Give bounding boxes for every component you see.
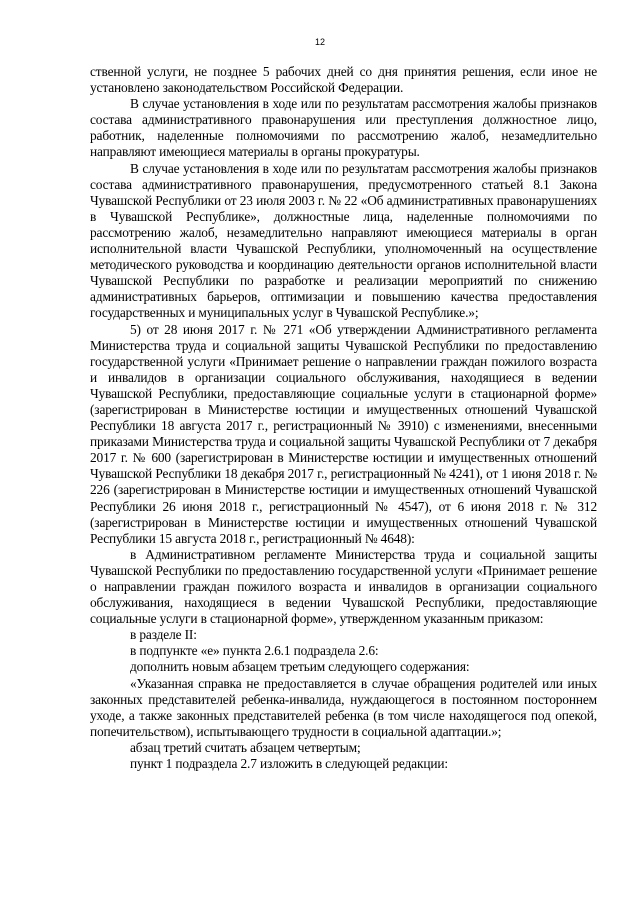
paragraph-certificate-quote: «Указанная справка не предоставляется в случае обращения родителей или иных законных представителей ребенка-инвалида, нуждающегося в постоянном постороннем уходе, а также законных представителей ребенка (в том числе находящегося под опекой, попечительством), испытывающего трудности в социальной адаптации.»; [90, 675, 597, 739]
paragraph-prosecutor-referral: В случае установления в ходе или по результатам рассмотрения жалобы признаков состава административного правонарушения или преступления должностное лицо, работник, наделенные полномочиями по рассмотрению жалоб, незамедлительно направляют имеющиеся материалы в органы прокуратуры. [90, 96, 597, 160]
paragraph-item-2-7: пункт 1 подраздела 2.7 изложить в следующей редакции: [130, 756, 448, 772]
paragraph-order-271: 5) от 28 июня 2017 г. № 271 «Об утверждении Административного регламента Министерства труда и социальной защиты Чувашской Республики по предоставлению государственной услуги «Принимает решение о направлении граждан пожилого возраста и инвалидов в организации социального обслуживания, находящиеся в ведении Чувашской Республики, предоставляющие социальные услуги в стационарной форме» (зарегистрирован в Министерстве юстиции и имущественных отношений Чувашской Республики 18 августа 2017 г., регистрационный № 3910) с изменениями, внесенными приказами Министерства труда и социальной защиты Чувашской Республики от 7 декабря 2017 г. № 600 (зарегистрирован в Министерстве юстиции и имущественных отношений Чувашской Республики 18 декабря 2017 г., регистрационный № 4241), от 1 июня 2018 г. № 226 (зарегистрирован в Министерстве юстиции и имущественных отношений Чувашской Республики 26 июня 2018 г., регистрационный № 4547), от 6 июня 2018 г. № 312 (зарегистрирован в Министерстве юстиции и имущественных отношений Чувашской Республики 15 августа 2018 г., регистрационный № 4648): [90, 321, 597, 546]
paragraph-administrative-regulation: в Административном регламенте Министерства труда и социальной защиты Чувашской Республики по предоставлению государственной услуги «Принимает решение о направлении граждан пожилого возраста и инвалидов в организации социального обслуживания, находящиеся в ведении Чувашской Республики, предоставляющие социальные услуги в стационарной форме», утвержденном указанным приказом: [90, 546, 597, 627]
document-body [90, 64, 597, 772]
paragraph-subitem-e: в подпункте «е» пункта 2.6.1 подраздела 2.6: [130, 643, 379, 659]
paragraph-renumber: абзац третий считать абзацем четвертым; [130, 739, 361, 755]
paragraph-section-ii: в разделе II: [130, 627, 197, 643]
paragraph-administrative-offense: В случае установления в ходе или по результатам рассмотрения жалобы признаков состава административного правонарушения, предусмотренного статьей 8.1 Закона Чувашской Республики от 23 июля 2003 г. № 22 «Об административных правонарушениях в Чувашской Республике», должностные лица, наделенные полномочиями по рассмотрению жалоб, незамедлительно направляют имеющиеся материалы в орган исполнительной власти Чувашской Республики, уполномоченный на осуществление методического руководства и координацию деятельности органов исполнительной власти Чувашской Республики по разработке и реализации мероприятий по снижению административных барьеров, оптимизации и повышению качества предоставления государственных и муниципальных услуг в Чувашской Республике.»; [90, 160, 597, 321]
paragraph-add-third-paragraph: дополнить новым абзацем третьим следующего содержания: [130, 659, 470, 675]
paragraph-continuation: ственной услуги, не позднее 5 рабочих дней со дня принятия решения, если иное не установлено законодательством Российской Федерации. [90, 64, 597, 96]
page-number: 12 [314, 37, 325, 47]
